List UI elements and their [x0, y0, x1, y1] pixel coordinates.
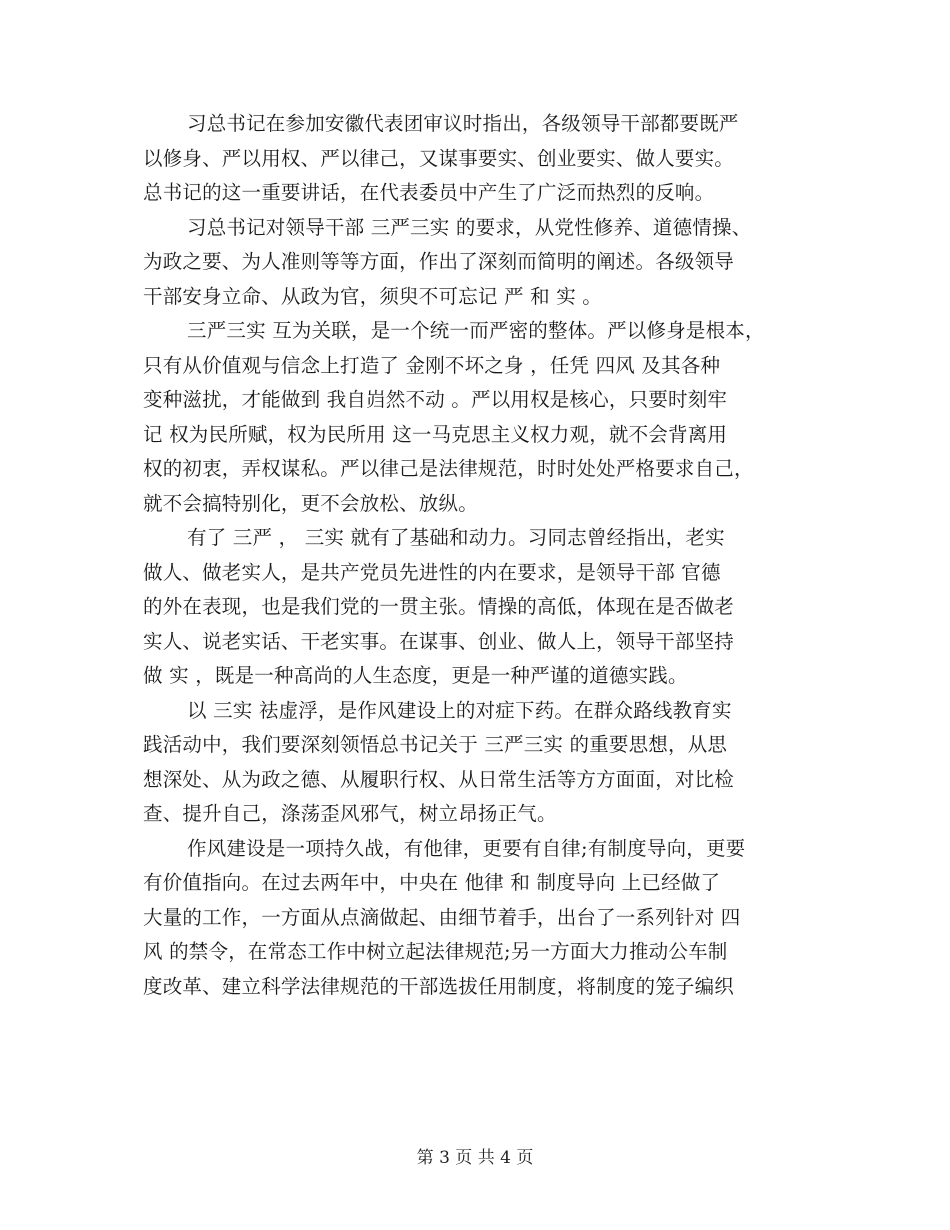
- text-line: 干部安身立命、从政为官，须臾不可忘记 严 和 实 。: [143, 284, 602, 308]
- text-line: 三严三实 互为关联，是一个统一而严密的整体。严以修身是根本，: [187, 319, 765, 342]
- text-line: 作风建设是一项持久战，有他律，更要有自律;有制度导向，更要: [187, 836, 746, 860]
- text-line: 习总书记在参加安徽代表团审议时指出，各级领导干部都要既严: [187, 112, 739, 135]
- text-line: 践活动中，我们要深刻领悟总书记关于 三严三实 的重要思想，从思: [143, 733, 728, 756]
- paragraph: [143, 521, 823, 694]
- paragraph: [143, 314, 823, 521]
- paragraph: [143, 107, 823, 211]
- text-line: 为政之要、为人准则等等方面，作出了深刻而简明的阐述。各级领导: [143, 250, 735, 273]
- text-line: 记 权为民所赋，权为民所用 这一马克思主义权力观，就不会背离用: [143, 422, 728, 446]
- page-footer: 第 3 页 共 4 页: [416, 1148, 534, 1168]
- text-line: 只有从价值观与信念上打造了 金刚不坏之身 ，任凭 四风 及其各种: [143, 353, 721, 377]
- text-line: 就不会搞特别化，更不会放松、放纵。: [143, 491, 478, 515]
- text-line: 有价值指向。在过去两年中，中央在 他律 和 制度导向 上已经做了: [143, 871, 721, 894]
- text-line: 以 三实 祛虚浮，是作风建设上的对症下药。在群众路线教育实: [187, 698, 732, 722]
- text-line: 查、提升自己，涤荡歪风邪气，树立昂扬正气。: [143, 802, 557, 825]
- text-line: 以修身、严以用权、严以律己，又谋事要实、创业要实、做人要实。: [143, 146, 735, 170]
- text-line: 有了 三严 ， 三实 就有了基础和动力。习同志曾经指出，老实: [187, 526, 725, 549]
- paragraph: [143, 832, 823, 1005]
- text-line: 大量的工作，一方面从点滴做起、由细节着手，出台了一系列针对 四: [143, 905, 741, 929]
- text-line: 的外在表现，也是我们党的一贯主张。情操的高低，体现在是否做老: [143, 595, 735, 618]
- text-line: 做人、做老实人，是共产党员先进性的内在要求，是领导干部 官德: [143, 560, 721, 584]
- text-line: 总书记的这一重要讲话，在代表委员中产生了广泛而热烈的反响。: [143, 181, 715, 204]
- paragraph: [143, 694, 823, 832]
- text-line: 习总书记对领导干部 三严三实 的要求，从党性修养、道德情操、: [187, 215, 752, 239]
- text-line: 权的初衷，弄权谋私。严以律己是法律规范，时时处处严格要求自己，: [143, 457, 754, 480]
- text-line: 风 的禁令，在常态工作中树立起法律规范;另一方面大力推动公车制: [143, 940, 728, 963]
- text-line: 度改革、建立科学法律规范的干部选拔任用制度，将制度的笼子编织: [143, 974, 735, 998]
- text-line: 实人、说老实话、干老实事。在谋事、创业、做人上，领导干部坚持: [143, 629, 735, 653]
- paragraph: [143, 211, 823, 315]
- document-body: [143, 107, 823, 1004]
- text-line: 做 实 ，既是一种高尚的人生态度，更是一种严谨的道德实践。: [143, 664, 688, 687]
- text-line: 变种滋扰，才能做到 我自岿然不动 。严以用权是核心，只要时刻牢: [143, 388, 728, 411]
- text-line: 想深处、从为政之德、从履职行权、从日常生活等方方面面，对比检: [143, 767, 735, 791]
